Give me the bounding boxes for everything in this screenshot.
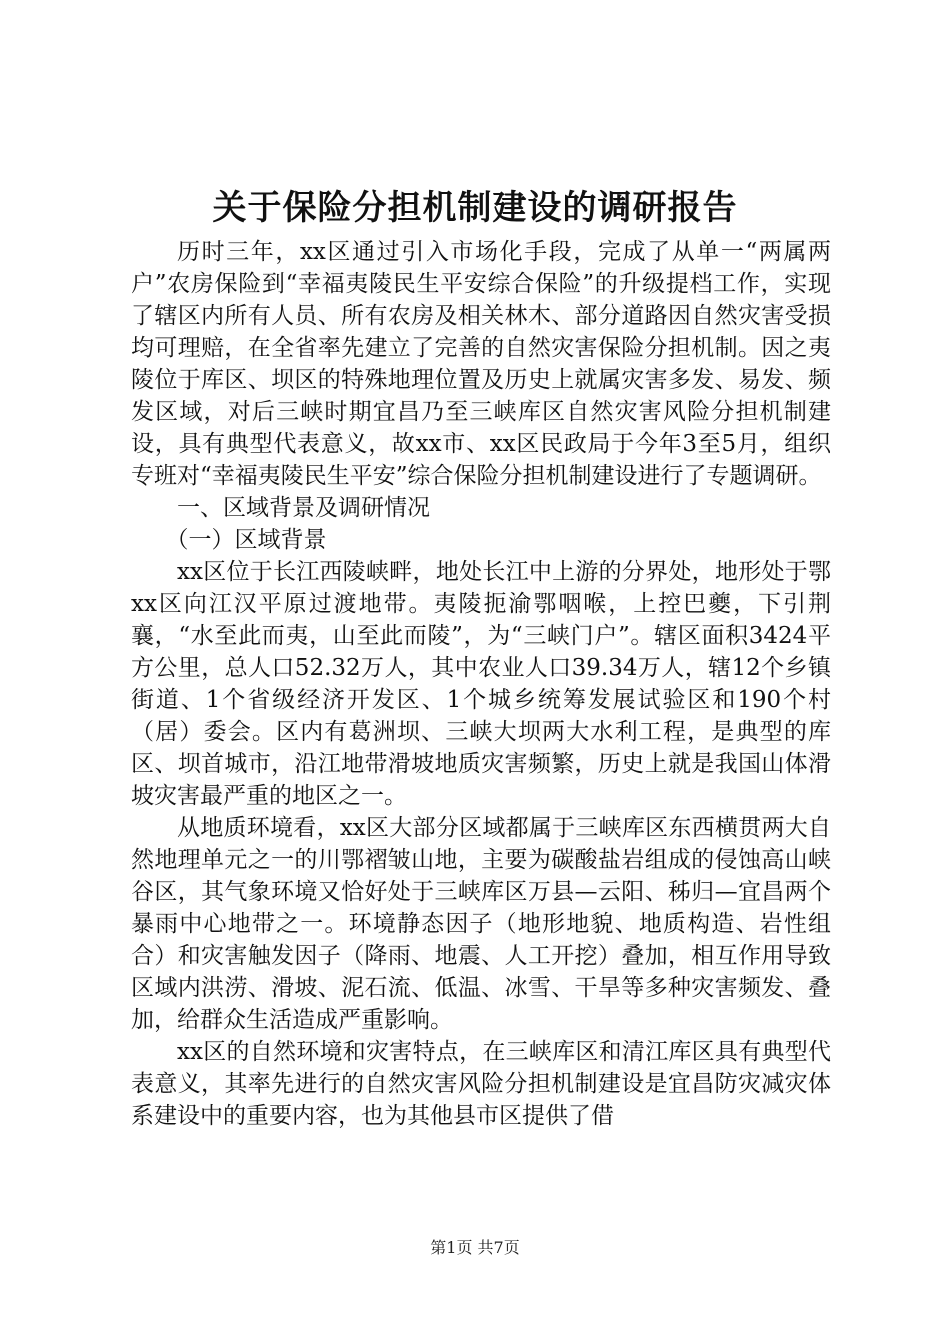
paragraph-intro: 历时三年，xx区通过引入市场化手段，完成了从单一“两属两户”农房保险到“幸福夷陵民生平安综合保险”的升级提档工作，实现了辖区内所有人员、所有农房及相关林木、部分道路因自然灾害受损均可理赔，在全省率先建立了完善的自然灾害保险分担机制。因之夷陵位于库区、坝区的特殊地理位置及历史上就属灾害多发、易发、频发区域，对后三峡时期宜昌乃至三峡库区自然灾害风险分担机制建设，具有典型代表意义，故xx市、xx区民政局于今年3至5月，组织专班对“幸福夷陵民生平安”综合保险分担机制建设进行了专题调研。 <box>131 239 831 489</box>
paragraph-region-background: xx区位于长江西陵峡畔，地处长江中上游的分界处，地形处于鄂xx区向江汉平原过渡地带。夷陵扼渝鄂咽喉，上控巴夔，下引荆襄，“水至此而夷，山至此而陵”，为“三峡门户”。辖区面积3424平方公里，总人口52.32万人，其中农业人口39.34万人，辖12个乡镇街道、1个省级经济开发区、1个城乡统筹发展试验区和190个村（居）委会。区内有葛洲坝、三峡大坝两大水利工程，是典型的库区、坝首城市，沿江地带滑坡地质灾害频繁，历史上就是我国山体滑坡灾害最严重的地区之一。 <box>131 559 831 809</box>
subsection-heading: （一）区域背景 <box>165 527 327 553</box>
document-title: 关于保险分担机制建设的调研报告 <box>212 188 738 228</box>
document-body <box>131 236 831 1132</box>
paragraph-geology: 从地质环境看，xx区大部分区域都属于三峡库区东西横贯两大自然地理单元之一的川鄂褶皱山地，主要为碳酸盐岩组成的侵蚀高山峡谷区，其气象环境又恰好处于三峡库区万县—云阳、秭归—宜昌两个暴雨中心地带之一。环境静态因子（地形地貌、地质构造、岩性组合）和灾害触发因子（降雨、地震、人工开挖）叠加，相互作用导致区域内洪涝、滑坡、泥石流、低温、冰雪、干旱等多种灾害频发、叠加，给群众生活造成严重影响。 <box>131 815 831 1033</box>
page-footer: 第1页 共7页 <box>430 1238 520 1257</box>
paragraph-significance: xx区的自然环境和灾害特点，在三峡库区和清江库区具有典型代表意义，其率先进行的自然灾害风险分担机制建设是宜昌防灾减灾体系建设中的重要内容，也为其他县市区提供了借 <box>131 1039 831 1129</box>
section-heading: 一、区域背景及调研情况 <box>177 495 430 521</box>
